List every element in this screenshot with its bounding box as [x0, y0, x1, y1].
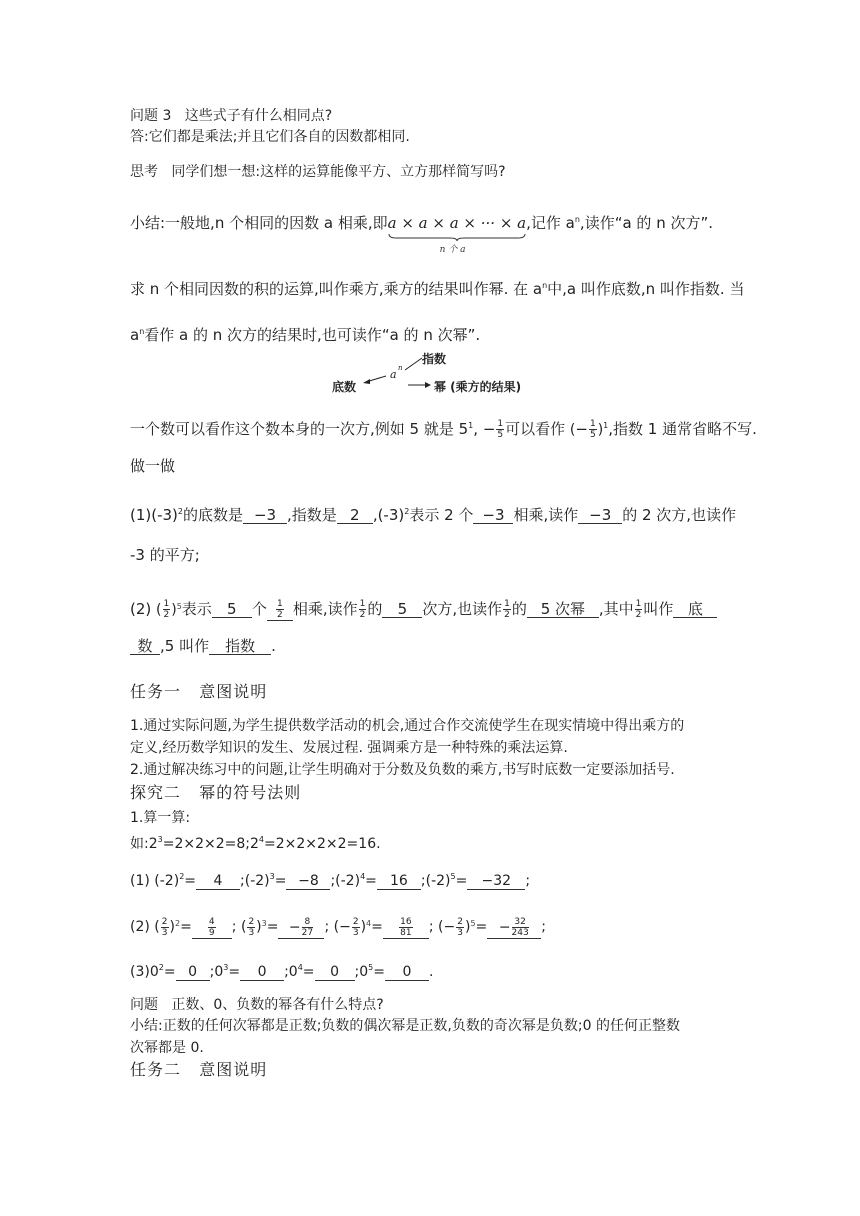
answer-blank: 4	[196, 873, 240, 890]
think: 思考 同学们想一想:这样的运算能像平方、立方那样简写吗?	[130, 164, 506, 180]
answer-blank: −3	[578, 507, 622, 524]
answer-blank: 0	[176, 964, 210, 981]
summary-power: 小结:一般地,n 个相同的因数 a 相乘,即a × a × a × ··· × a n 个 a ,记作 $a^n$,读作“a 的 n 次方”.	[130, 214, 714, 255]
practice-heading: 做一做	[130, 457, 176, 475]
answer-blank: 2	[337, 507, 373, 524]
calc-heading: 1.算一算:	[130, 810, 191, 826]
diagram-base: a	[390, 368, 397, 381]
calc-row-2: (2) ( $\frac{2}{3}$ )$^2$= $\frac{4}{9}$ ; ( $\frac{2}{3}$ )$^3$= − $\frac{8}{27}$ ; (− $\frac{2}{3}$ )$^4$= $\frac{16}{81}$ ; (− $\frac{2}{3}$ )$^5$= − $\frac{32}{243}$ ;	[130, 916, 546, 938]
explore-2-heading: 探究二 幂的符号法则	[130, 783, 302, 802]
answer-blank: 0	[315, 964, 355, 981]
power-diagram	[330, 348, 550, 394]
answer-blank: 底	[673, 601, 717, 618]
intent-2: 2.通过解决练习中的问题,让学生明确对于分数及负数的乘方,书写时底数一定要添加括号.	[130, 762, 675, 778]
definition-line-1: 求 n 个相同因数的积的运算,叫作乘方,乘方的结果叫作幂. 在 $a^n$中,a 叫作底数,n 叫作指数. 当	[130, 280, 745, 298]
answer-blank: − $\frac{32}{243}$	[487, 917, 541, 939]
answer-blank-frac: $\frac{1}{2}$	[267, 599, 293, 621]
intent-1: 1.通过实际问题,为学生提供数学活动的机会,通过合作交流使学生在现实情境中得出乘方的	[130, 718, 685, 734]
answer-blank: −3	[243, 507, 287, 524]
answer-blank: 指数	[209, 638, 271, 655]
answer-blank: $\frac{16}{81}$	[383, 917, 429, 939]
brace-expression: a × a × a × ··· × a n 个 a	[387, 214, 527, 255]
calc-row-1: (1) $(-2)^2= 4$ $;(-2)^3= -8$ $;(-2)^4= 16$ $;(-2)^5= -32$ ;	[130, 872, 531, 889]
summary-signs: 小结:正数的任何次幂都是正数;负数的偶次幂是正数,负数的奇次幂是负数;0 的任何正整数	[130, 1018, 680, 1034]
label-zhishu: 指数	[422, 352, 447, 366]
exercise-2-cont: 数 ,5 叫作 指数 .	[130, 636, 276, 656]
exercise-1-cont: -3 的平方;	[130, 546, 200, 564]
first-power-note: 一个数可以看作这个数本身的一次方,例如 5 就是 $5^1$, − $\frac{1}{5}$ 可以看作 (− $\frac{1}{5}$ )$^1$,指数 1 通常省略不写.	[130, 419, 757, 440]
calc-row-3: $(3)0^2= 0$ $;0^3= 0$ $;0^4= 0$ $;0^5= 0$ .	[130, 963, 434, 980]
definition-line-2: $a^n$看作 a 的 n 次方的结果时,也可读作“a 的 n 次幂”.	[130, 326, 481, 344]
intent-1-cont: 定义,经历数学知识的发生、发展过程. 强调乘方是一种特殊的乘法运算.	[130, 740, 568, 756]
answer-blank: −32	[467, 873, 525, 890]
question-3: 问题 3 这些式子有什么相同点?	[130, 108, 333, 124]
diagram-exp: n	[398, 364, 403, 372]
exercise-1: $(1)(-3)^2$的底数是 −3 ,指数是 2 $,(-3)^2$表示 2 个 −3 相乘,读作 −3 的 2 次方,也读作	[130, 506, 737, 524]
answer-blank: 5 次幂	[527, 601, 599, 618]
answer-blank: 16	[377, 873, 421, 890]
answer-blank: −3	[473, 507, 513, 524]
answer-blank: 5	[382, 601, 422, 618]
answer: 答:它们都是乘法;并且它们各自的因数都相同.	[130, 129, 410, 145]
question-signs: 问题 正数、0、负数的幂各有什么特点?	[130, 997, 384, 1013]
task-1-heading: 任务一 意图说明	[130, 682, 268, 701]
answer-blank: $\frac{4}{9}$	[192, 917, 232, 939]
answer-blank: 0	[385, 964, 429, 981]
answer-blank: − $\frac{8}{27}$	[278, 917, 324, 939]
exercise-2: (2) ( $\frac{1}{2}$ )$^5$表示 5 个 $\frac{1}{2}$ 相乘,读作 $\frac{1}{2}$ 的 5 次方,也读作 $\frac{1}{2}$ 的 5 次幂 ,其中 $\frac{1}{2}$ 叫作 底	[130, 597, 717, 621]
task-2-heading: 任务二 意图说明	[130, 1060, 268, 1079]
answer-blank: −8	[286, 873, 330, 890]
example-line: 如$:2^3=2\times 2\times 2=8;2^4=2\times 2\times 2\times 2=16$.	[130, 835, 381, 852]
label-mi: 幂 (乘方的结果)	[434, 380, 522, 394]
answer-blank: 0	[240, 964, 284, 981]
answer-blank: 数	[130, 638, 160, 655]
summary-signs-cont: 次幂都是 0.	[130, 1040, 204, 1056]
label-dishu: 底数	[332, 380, 357, 394]
answer-blank: 5	[212, 601, 252, 618]
